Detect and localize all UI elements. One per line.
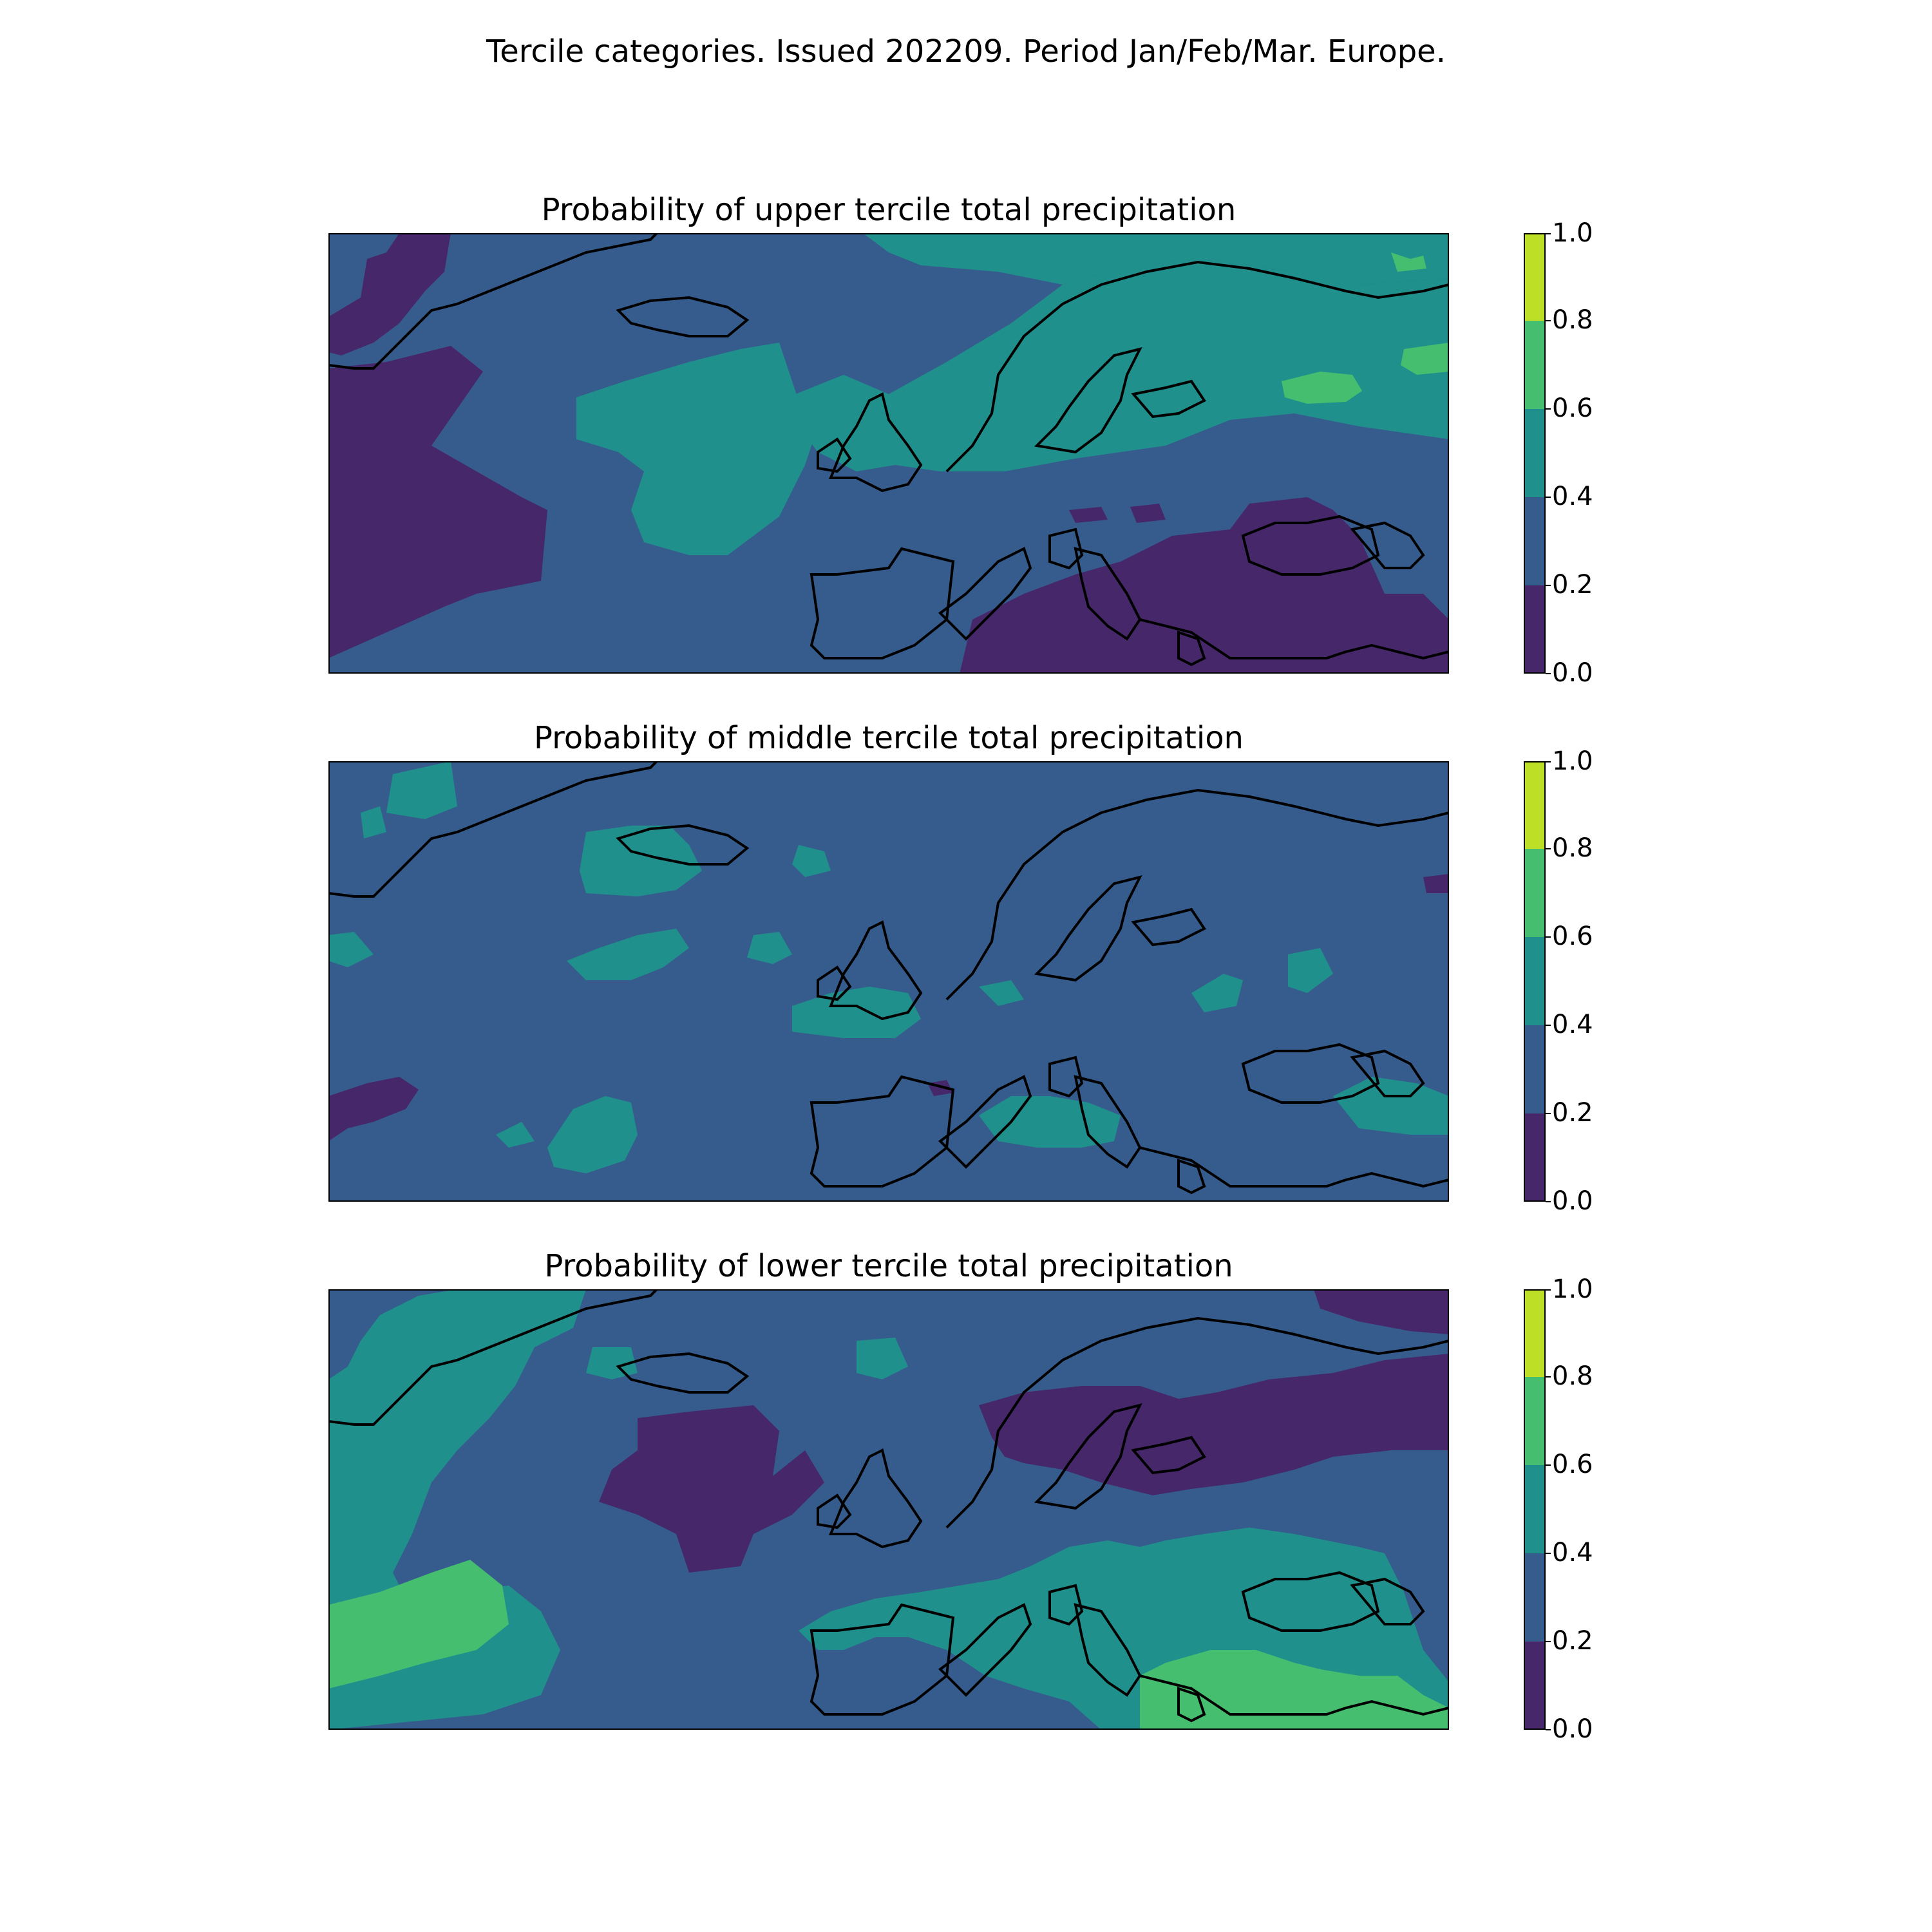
colorbar-upper	[1524, 233, 1546, 674]
map-upper-tercile	[328, 233, 1449, 674]
region-russia-low-patch	[1423, 874, 1449, 893]
cbar-bin-1	[1524, 497, 1546, 585]
map-upper-svg	[328, 233, 1449, 674]
cbar-tick-0: 0.0	[1552, 1186, 1593, 1216]
panel-title-middle: Probability of middle tercile total precipitation	[534, 720, 1244, 756]
cbar-bin-0	[1524, 585, 1546, 674]
cbar-tick-5: 1.0	[1552, 746, 1593, 776]
panel-title-upper: Probability of upper tercile total precipitation	[541, 192, 1236, 228]
region-balkan-low-patch	[1130, 504, 1166, 523]
cbar-tick-3: 0.6	[1552, 922, 1593, 951]
cbar-bin-3	[1524, 321, 1546, 409]
cbar-tick-5: 1.0	[1552, 218, 1593, 248]
colorbar-middle	[1524, 761, 1546, 1202]
colorbar-lower	[1524, 1289, 1546, 1730]
colorbar-middle-svg	[1524, 761, 1546, 1202]
background-region	[328, 761, 1449, 1202]
map-lower-svg	[328, 1289, 1449, 1730]
colorbar-lower-svg	[1524, 1289, 1546, 1730]
cbar-tick-2: 0.4	[1552, 1010, 1593, 1039]
panel-title-lower: Probability of lower tercile total precipitation	[544, 1248, 1233, 1284]
cbar-tick-5: 1.0	[1552, 1274, 1593, 1304]
cbar-tick-2: 0.4	[1552, 482, 1593, 511]
cbar-tick-4: 0.8	[1552, 305, 1593, 335]
map-lower-tercile	[328, 1289, 1449, 1730]
cbar-tick-4: 0.8	[1552, 1361, 1593, 1391]
cbar-tick-0: 0.0	[1552, 1714, 1593, 1744]
cbar-bin-4	[1524, 233, 1546, 321]
cbar-tick-2: 0.4	[1552, 1538, 1593, 1567]
cbar-tick-0: 0.0	[1552, 658, 1593, 688]
cbar-tick-1: 0.2	[1552, 1098, 1593, 1128]
map-middle-svg	[328, 761, 1449, 1202]
cbar-tick-4: 0.8	[1552, 833, 1593, 863]
cbar-tick-3: 0.6	[1552, 1450, 1593, 1479]
cbar-bin-2	[1524, 409, 1546, 497]
cbar-tick-1: 0.2	[1552, 570, 1593, 600]
colorbar-upper-svg	[1524, 233, 1546, 674]
cbar-tick-1: 0.2	[1552, 1626, 1593, 1656]
cbar-tick-3: 0.6	[1552, 393, 1593, 423]
map-middle-tercile	[328, 761, 1449, 1202]
figure-title: Tercile categories. Issued 202209. Period Jan/Feb/Mar. Europe.	[486, 33, 1446, 70]
